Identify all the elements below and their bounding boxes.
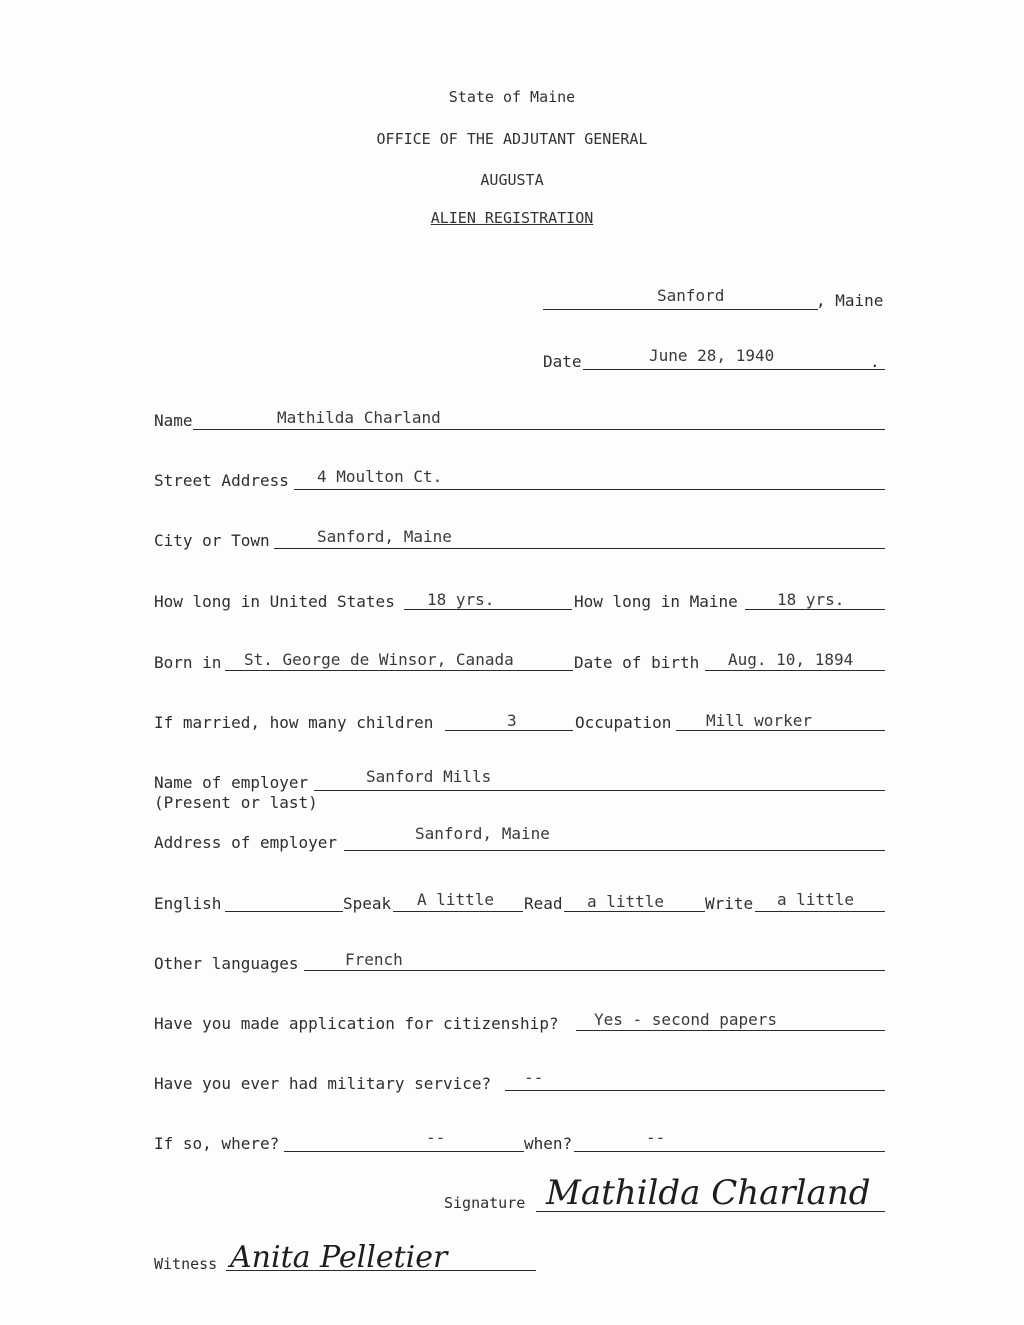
children-label: If married, how many children	[154, 713, 434, 732]
name-label: Name	[154, 411, 193, 430]
born-in-label: Born in	[154, 653, 222, 672]
form-title-text: ALIEN REGISTRATION	[430, 209, 594, 227]
children-value: 3	[507, 711, 517, 730]
state-heading: State of Maine	[448, 88, 576, 106]
name-line	[193, 429, 885, 430]
city-value: Sanford, Maine	[317, 527, 452, 546]
employer-address-line	[344, 850, 885, 851]
read-label: Read	[524, 894, 563, 913]
when-line	[574, 1151, 885, 1152]
military-line	[505, 1090, 885, 1091]
date-line	[583, 369, 885, 370]
other-languages-value: French	[345, 950, 403, 969]
english-line	[225, 911, 343, 912]
citizenship-label: Have you made application for citizenship?	[154, 1014, 559, 1033]
occupation-line	[676, 730, 885, 731]
city-heading: AUGUSTA	[480, 171, 544, 189]
witness-script: Anita Pelletier	[230, 1240, 448, 1275]
signature-image	[536, 1166, 886, 1216]
write-label: Write	[705, 894, 754, 913]
name-value: Mathilda Charland	[277, 408, 441, 427]
employer-note: (Present or last)	[154, 793, 318, 812]
where-label: If so, where?	[154, 1134, 280, 1153]
date-value: June 28, 1940	[649, 346, 775, 365]
citizenship-line	[576, 1030, 885, 1031]
street-line	[294, 489, 885, 490]
when-label: when?	[524, 1134, 573, 1153]
us-duration-line	[404, 609, 572, 610]
street-value: 4 Moulton Ct.	[317, 467, 443, 486]
read-value: a little	[587, 892, 665, 911]
when-value: --	[646, 1128, 666, 1147]
town-value: Sanford	[657, 286, 725, 305]
other-languages-label: Other languages	[154, 954, 299, 973]
other-languages-line	[304, 970, 885, 971]
signature-label: Signature	[444, 1194, 526, 1212]
read-line	[564, 911, 705, 912]
speak-line	[393, 911, 523, 912]
dob-line	[705, 670, 885, 671]
write-line	[755, 911, 885, 912]
me-duration-label: How long in Maine	[574, 592, 738, 611]
employer-address-value: Sanford, Maine	[415, 824, 550, 843]
office-heading: OFFICE OF THE ADJUTANT GENERAL	[376, 130, 648, 148]
state-suffix: , Maine	[816, 291, 884, 310]
employer-line	[314, 790, 885, 791]
employer-value: Sanford Mills	[366, 767, 492, 786]
form-title	[0, 209, 1024, 227]
date-end: .	[870, 352, 880, 371]
witness-line	[226, 1270, 536, 1271]
where-line	[284, 1151, 524, 1152]
occupation-label: Occupation	[575, 713, 672, 732]
city-line	[274, 548, 885, 549]
town-line	[543, 309, 818, 310]
signature-line	[536, 1211, 885, 1212]
us-duration-label: How long in United States	[154, 592, 395, 611]
witness-signature-image	[226, 1232, 526, 1278]
street-label: Street Address	[154, 471, 289, 490]
me-duration-line	[745, 609, 885, 610]
employer-label: Name of employer	[154, 773, 309, 792]
signature-script: Mathilda Charland	[546, 1173, 871, 1213]
children-line	[445, 730, 573, 731]
dob-label: Date of birth	[574, 653, 700, 672]
military-label: Have you ever had military service?	[154, 1074, 492, 1093]
occupation-value: Mill worker	[706, 711, 812, 730]
date-label: Date	[543, 352, 582, 371]
write-value: a little	[777, 890, 855, 909]
witness-label: Witness	[154, 1255, 218, 1273]
military-value: --	[524, 1068, 544, 1087]
us-duration-value: 18 yrs.	[427, 590, 495, 609]
dob-value: Aug. 10, 1894	[728, 650, 854, 669]
where-value: --	[426, 1128, 446, 1147]
me-duration-value: 18 yrs.	[777, 590, 845, 609]
speak-value: A little	[417, 890, 495, 909]
citizenship-value: Yes - second papers	[594, 1010, 778, 1029]
born-in-line	[225, 670, 573, 671]
born-in-value: St. George de Winsor, Canada	[244, 650, 514, 669]
city-label: City or Town	[154, 531, 270, 550]
employer-address-label: Address of employer	[154, 833, 338, 852]
speak-label: Speak	[343, 894, 392, 913]
english-label: English	[154, 894, 222, 913]
